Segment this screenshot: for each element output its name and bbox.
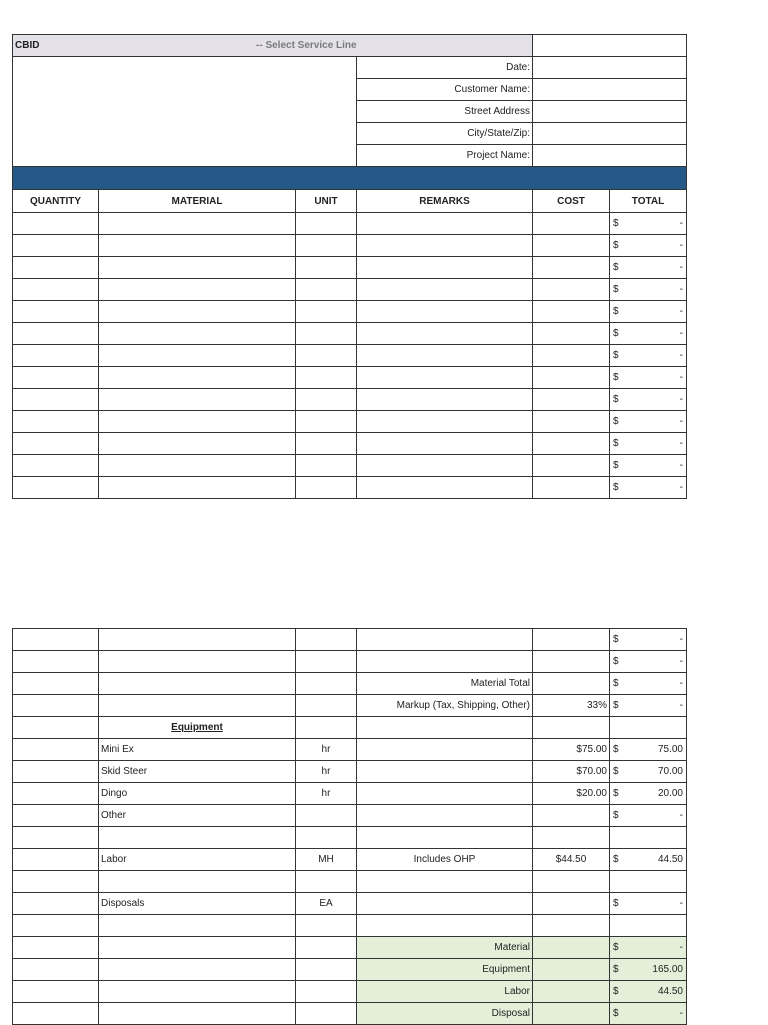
project-name-label: Project Name:	[357, 145, 533, 167]
table-row	[13, 301, 687, 323]
currency-symbol: $	[613, 788, 619, 799]
total-amount: -	[679, 438, 683, 449]
cost-cell[interactable]	[533, 477, 610, 499]
unit-cell[interactable]	[296, 235, 357, 257]
currency-symbol: $	[613, 1008, 619, 1019]
blank-cell	[13, 981, 99, 1003]
equipment-name: Other	[99, 805, 296, 827]
remarks-cell[interactable]	[357, 323, 533, 345]
unit-cell[interactable]	[296, 345, 357, 367]
col-quantity: QUANTITY	[13, 190, 99, 213]
cost-cell[interactable]	[533, 629, 610, 651]
blank-cell	[533, 937, 610, 959]
blank-cell	[610, 717, 687, 739]
quantity-cell[interactable]	[13, 893, 99, 915]
blank-cell	[296, 717, 357, 739]
total-cell	[610, 323, 687, 345]
quantity-cell[interactable]	[13, 433, 99, 455]
estimate-top-table	[12, 34, 687, 499]
disposals-name: Disposals	[99, 893, 296, 915]
blank-cell	[13, 673, 99, 695]
total-amount: -	[679, 810, 683, 821]
summary-row-equipment	[13, 959, 687, 981]
quantity-cell[interactable]	[13, 235, 99, 257]
summary-row-material	[13, 937, 687, 959]
material-total-value	[610, 673, 687, 695]
blank-cell	[533, 1003, 610, 1025]
cost-cell[interactable]	[533, 323, 610, 345]
date-label: Date:	[357, 57, 533, 79]
total-amount: 20.00	[657, 788, 683, 799]
equipment-cost[interactable]	[533, 805, 610, 827]
currency-symbol: $	[613, 306, 619, 317]
remarks-cell[interactable]	[357, 301, 533, 323]
blank-cell	[99, 695, 296, 717]
markup-label: Markup (Tax, Shipping, Other)	[357, 695, 533, 717]
equipment-cost: $75.00	[533, 739, 610, 761]
cost-cell[interactable]	[533, 651, 610, 673]
blank-cell	[99, 981, 296, 1003]
cbid-label: CBID	[15, 40, 40, 51]
total-amount: -	[679, 898, 683, 909]
remarks-cell[interactable]	[357, 629, 533, 651]
total-amount: 70.00	[657, 766, 683, 777]
disposals-row	[13, 893, 687, 915]
equipment-unit: hr	[296, 761, 357, 783]
table-row	[13, 367, 687, 389]
table-row	[13, 235, 687, 257]
currency-symbol: $	[613, 482, 619, 493]
blank-cell	[533, 981, 610, 1003]
blank-cell	[610, 827, 687, 849]
disposals-total	[610, 893, 687, 915]
street-address-field[interactable]	[533, 101, 687, 123]
total-amount: -	[679, 482, 683, 493]
equipment-name: Dingo	[99, 783, 296, 805]
equipment-unit[interactable]	[296, 805, 357, 827]
total-cell	[610, 389, 687, 411]
material-cell[interactable]	[99, 477, 296, 499]
unit-cell[interactable]	[296, 367, 357, 389]
currency-symbol: $	[613, 350, 619, 361]
quantity-cell[interactable]	[13, 805, 99, 827]
remarks-cell[interactable]	[357, 651, 533, 673]
quantity-cell[interactable]	[13, 213, 99, 235]
quantity-cell[interactable]	[13, 367, 99, 389]
remarks-cell[interactable]	[357, 739, 533, 761]
blank-row	[13, 871, 687, 893]
summary-label: Labor	[357, 981, 533, 1003]
project-name-field[interactable]	[533, 145, 687, 167]
markup-row	[13, 695, 687, 717]
blank-cell	[533, 915, 610, 937]
total-amount: -	[679, 262, 683, 273]
unit-cell[interactable]	[296, 629, 357, 651]
table-row	[13, 651, 687, 673]
currency-symbol: $	[613, 438, 619, 449]
blank-cell	[296, 959, 357, 981]
city-state-zip-field[interactable]	[533, 123, 687, 145]
summary-row-disposal	[13, 1003, 687, 1025]
total-amount: -	[679, 328, 683, 339]
equipment-name: Skid Steer	[99, 761, 296, 783]
blank-cell	[357, 827, 533, 849]
total-amount: -	[679, 372, 683, 383]
total-amount: -	[679, 1008, 683, 1019]
blank-cell	[533, 959, 610, 981]
summary-label: Equipment	[357, 959, 533, 981]
logo-area	[13, 57, 357, 167]
currency-symbol: $	[613, 460, 619, 471]
cost-cell[interactable]	[533, 345, 610, 367]
remarks-cell[interactable]	[357, 345, 533, 367]
remarks-cell[interactable]	[357, 235, 533, 257]
unit-cell[interactable]	[296, 455, 357, 477]
currency-symbol: $	[613, 284, 619, 295]
blank-cell	[99, 827, 296, 849]
total-amount: -	[679, 700, 683, 711]
cbid-bar	[13, 35, 533, 57]
remarks-cell[interactable]	[357, 783, 533, 805]
total-cell	[610, 455, 687, 477]
remarks-cell[interactable]	[357, 433, 533, 455]
material-cell[interactable]	[99, 257, 296, 279]
equipment-name: Mini Ex	[99, 739, 296, 761]
labor-cost: $44.50	[533, 849, 610, 871]
material-total-label: Material Total	[357, 673, 533, 695]
material-cell[interactable]	[99, 455, 296, 477]
total-amount: -	[679, 350, 683, 361]
equipment-total	[610, 739, 687, 761]
date-field[interactable]	[533, 57, 687, 79]
remarks-cell[interactable]	[357, 411, 533, 433]
column-header-row	[13, 190, 687, 213]
blank-cell	[13, 1003, 99, 1025]
equipment-cost: $70.00	[533, 761, 610, 783]
table-row	[13, 455, 687, 477]
blank-cell	[610, 915, 687, 937]
currency-symbol: $	[613, 964, 619, 975]
equipment-unit: hr	[296, 739, 357, 761]
quantity-cell[interactable]	[13, 301, 99, 323]
cost-cell[interactable]	[533, 279, 610, 301]
equipment-row-mini-ex	[13, 739, 687, 761]
quantity-cell[interactable]	[13, 761, 99, 783]
material-cell[interactable]	[99, 301, 296, 323]
summary-total	[610, 981, 687, 1003]
markup-value	[610, 695, 687, 717]
quantity-cell[interactable]	[13, 651, 99, 673]
remarks-cell[interactable]	[357, 257, 533, 279]
table-row	[13, 433, 687, 455]
quantity-cell[interactable]	[13, 783, 99, 805]
material-cell[interactable]	[99, 279, 296, 301]
summary-row-labor	[13, 981, 687, 1003]
total-amount: -	[679, 678, 683, 689]
total-cell	[610, 629, 687, 651]
blank-cell	[13, 871, 99, 893]
col-material: MATERIAL	[99, 190, 296, 213]
labor-row	[13, 849, 687, 871]
currency-symbol: $	[613, 372, 619, 383]
labor-name: Labor	[99, 849, 296, 871]
disposals-unit: EA	[296, 893, 357, 915]
col-unit: UNIT	[296, 190, 357, 213]
blank-cell	[13, 717, 99, 739]
total-cell	[610, 411, 687, 433]
cost-cell[interactable]	[533, 389, 610, 411]
estimate-bottom-table	[12, 628, 687, 1025]
summary-total	[610, 937, 687, 959]
quantity-cell[interactable]	[13, 455, 99, 477]
unit-cell[interactable]	[296, 257, 357, 279]
cost-cell[interactable]	[533, 411, 610, 433]
total-cell	[610, 279, 687, 301]
blank-cell	[13, 959, 99, 981]
labor-unit: MH	[296, 849, 357, 871]
currency-symbol: $	[613, 328, 619, 339]
remarks-cell[interactable]	[357, 477, 533, 499]
cost-cell[interactable]	[533, 893, 610, 915]
equipment-total	[610, 783, 687, 805]
summary-label: Material	[357, 937, 533, 959]
cost-cell[interactable]	[533, 235, 610, 257]
total-cell	[610, 257, 687, 279]
currency-symbol: $	[613, 656, 619, 667]
material-cell[interactable]	[99, 433, 296, 455]
cost-cell[interactable]	[533, 301, 610, 323]
customer-name-field[interactable]	[533, 79, 687, 101]
total-amount: -	[679, 284, 683, 295]
material-total-row	[13, 673, 687, 695]
service-line-select[interactable]: -- Select Service Line	[256, 40, 357, 51]
unit-cell[interactable]	[296, 213, 357, 235]
equipment-total	[610, 805, 687, 827]
cost-cell[interactable]	[533, 455, 610, 477]
total-cell	[610, 345, 687, 367]
table-row	[13, 257, 687, 279]
total-cell	[610, 367, 687, 389]
unit-cell[interactable]	[296, 389, 357, 411]
currency-symbol: $	[613, 986, 619, 997]
table-row	[13, 213, 687, 235]
quantity-cell[interactable]	[13, 345, 99, 367]
blank-cell	[99, 915, 296, 937]
equipment-unit: hr	[296, 783, 357, 805]
total-amount: 44.50	[657, 986, 683, 997]
currency-symbol: $	[613, 766, 619, 777]
currency-symbol: $	[613, 854, 619, 865]
street-address-label: Street Address	[357, 101, 533, 123]
unit-cell[interactable]	[296, 411, 357, 433]
quantity-cell[interactable]	[13, 279, 99, 301]
total-cell	[610, 651, 687, 673]
table-row	[13, 389, 687, 411]
total-amount: -	[679, 240, 683, 251]
remarks-cell[interactable]	[357, 367, 533, 389]
blank-cell	[99, 959, 296, 981]
blank-cell	[357, 717, 533, 739]
customer-name-label: Customer Name:	[357, 79, 533, 101]
material-cell[interactable]	[99, 345, 296, 367]
equipment-heading-row	[13, 717, 687, 739]
blank-cell	[357, 915, 533, 937]
blank-cell	[13, 827, 99, 849]
material-cell[interactable]	[99, 629, 296, 651]
blank-cell	[13, 915, 99, 937]
blank-row	[13, 915, 687, 937]
blank-cell	[13, 937, 99, 959]
remarks-cell[interactable]	[357, 279, 533, 301]
remarks-cell[interactable]	[357, 455, 533, 477]
total-cell	[610, 301, 687, 323]
equipment-row-other	[13, 805, 687, 827]
material-cell[interactable]	[99, 389, 296, 411]
table-row	[13, 411, 687, 433]
quantity-cell[interactable]	[13, 257, 99, 279]
total-amount: -	[679, 218, 683, 229]
quantity-cell[interactable]	[13, 629, 99, 651]
currency-symbol: $	[613, 634, 619, 645]
table-row	[13, 629, 687, 651]
quantity-cell[interactable]	[13, 849, 99, 871]
total-cell	[610, 433, 687, 455]
currency-symbol: $	[613, 240, 619, 251]
cost-cell[interactable]	[533, 257, 610, 279]
total-amount: -	[679, 634, 683, 645]
equipment-cost: $20.00	[533, 783, 610, 805]
total-cell	[610, 213, 687, 235]
unit-cell[interactable]	[296, 301, 357, 323]
currency-symbol: $	[613, 942, 619, 953]
quantity-cell[interactable]	[13, 411, 99, 433]
labor-remarks: Includes OHP	[357, 849, 533, 871]
cost-cell[interactable]	[533, 367, 610, 389]
blank-cell	[296, 827, 357, 849]
currency-symbol: $	[613, 678, 619, 689]
blank-cell	[13, 695, 99, 717]
total-amount: 165.00	[652, 964, 683, 975]
material-cell[interactable]	[99, 411, 296, 433]
unit-cell[interactable]	[296, 279, 357, 301]
blank-cell	[533, 673, 610, 695]
quantity-cell[interactable]	[13, 323, 99, 345]
quantity-cell[interactable]	[13, 739, 99, 761]
remarks-cell[interactable]	[357, 893, 533, 915]
labor-total	[610, 849, 687, 871]
table-row	[13, 477, 687, 499]
blank-cell	[296, 871, 357, 893]
blank-cell	[99, 871, 296, 893]
unit-cell[interactable]	[296, 651, 357, 673]
currency-symbol: $	[613, 416, 619, 427]
quantity-cell[interactable]	[13, 477, 99, 499]
total-amount: 75.00	[657, 744, 683, 755]
equipment-heading: Equipment	[99, 717, 296, 739]
blank-cell	[533, 871, 610, 893]
blank-cell	[296, 981, 357, 1003]
material-cell[interactable]	[99, 235, 296, 257]
markup-percent[interactable]: 33%	[533, 695, 610, 717]
col-total: TOTAL	[610, 190, 687, 213]
total-cell	[610, 477, 687, 499]
quantity-cell[interactable]	[13, 389, 99, 411]
blank-cell	[296, 915, 357, 937]
unit-cell[interactable]	[296, 433, 357, 455]
blank-cell	[99, 673, 296, 695]
currency-symbol: $	[613, 700, 619, 711]
remarks-cell[interactable]	[357, 761, 533, 783]
equipment-row-skid-steer	[13, 761, 687, 783]
remarks-cell[interactable]	[357, 213, 533, 235]
total-amount: -	[679, 460, 683, 471]
blank-cell	[99, 1003, 296, 1025]
currency-symbol: $	[613, 744, 619, 755]
col-remarks: REMARKS	[357, 190, 533, 213]
total-amount: -	[679, 416, 683, 427]
summary-label: Disposal	[357, 1003, 533, 1025]
equipment-row-dingo	[13, 783, 687, 805]
blank-row	[13, 827, 687, 849]
summary-total	[610, 1003, 687, 1025]
unit-cell[interactable]	[296, 323, 357, 345]
col-cost: COST	[533, 190, 610, 213]
cost-cell[interactable]	[533, 213, 610, 235]
total-amount: -	[679, 306, 683, 317]
currency-symbol: $	[613, 810, 619, 821]
city-state-zip-label: City/State/Zip:	[357, 123, 533, 145]
table-row	[13, 323, 687, 345]
table-row	[13, 279, 687, 301]
cost-cell[interactable]	[533, 433, 610, 455]
equipment-total	[610, 761, 687, 783]
currency-symbol: $	[613, 262, 619, 273]
material-cell[interactable]	[99, 323, 296, 345]
remarks-cell[interactable]	[357, 805, 533, 827]
unit-cell[interactable]	[296, 477, 357, 499]
material-cell[interactable]	[99, 367, 296, 389]
remarks-cell[interactable]	[357, 389, 533, 411]
total-amount: 44.50	[657, 854, 683, 865]
blank-cell	[99, 937, 296, 959]
blank-cell	[296, 695, 357, 717]
table-row	[13, 345, 687, 367]
cbid-value[interactable]	[533, 35, 687, 57]
summary-total	[610, 959, 687, 981]
currency-symbol: $	[613, 394, 619, 405]
blank-cell	[296, 673, 357, 695]
total-cell	[610, 235, 687, 257]
currency-symbol: $	[613, 218, 619, 229]
section-band	[13, 167, 687, 190]
total-amount: -	[679, 942, 683, 953]
currency-symbol: $	[613, 898, 619, 909]
blank-cell	[533, 717, 610, 739]
blank-cell	[296, 937, 357, 959]
blank-cell	[610, 871, 687, 893]
blank-cell	[296, 1003, 357, 1025]
material-cell[interactable]	[99, 213, 296, 235]
total-amount: -	[679, 656, 683, 667]
total-amount: -	[679, 394, 683, 405]
blank-cell	[357, 871, 533, 893]
blank-cell	[533, 827, 610, 849]
material-cell[interactable]	[99, 651, 296, 673]
